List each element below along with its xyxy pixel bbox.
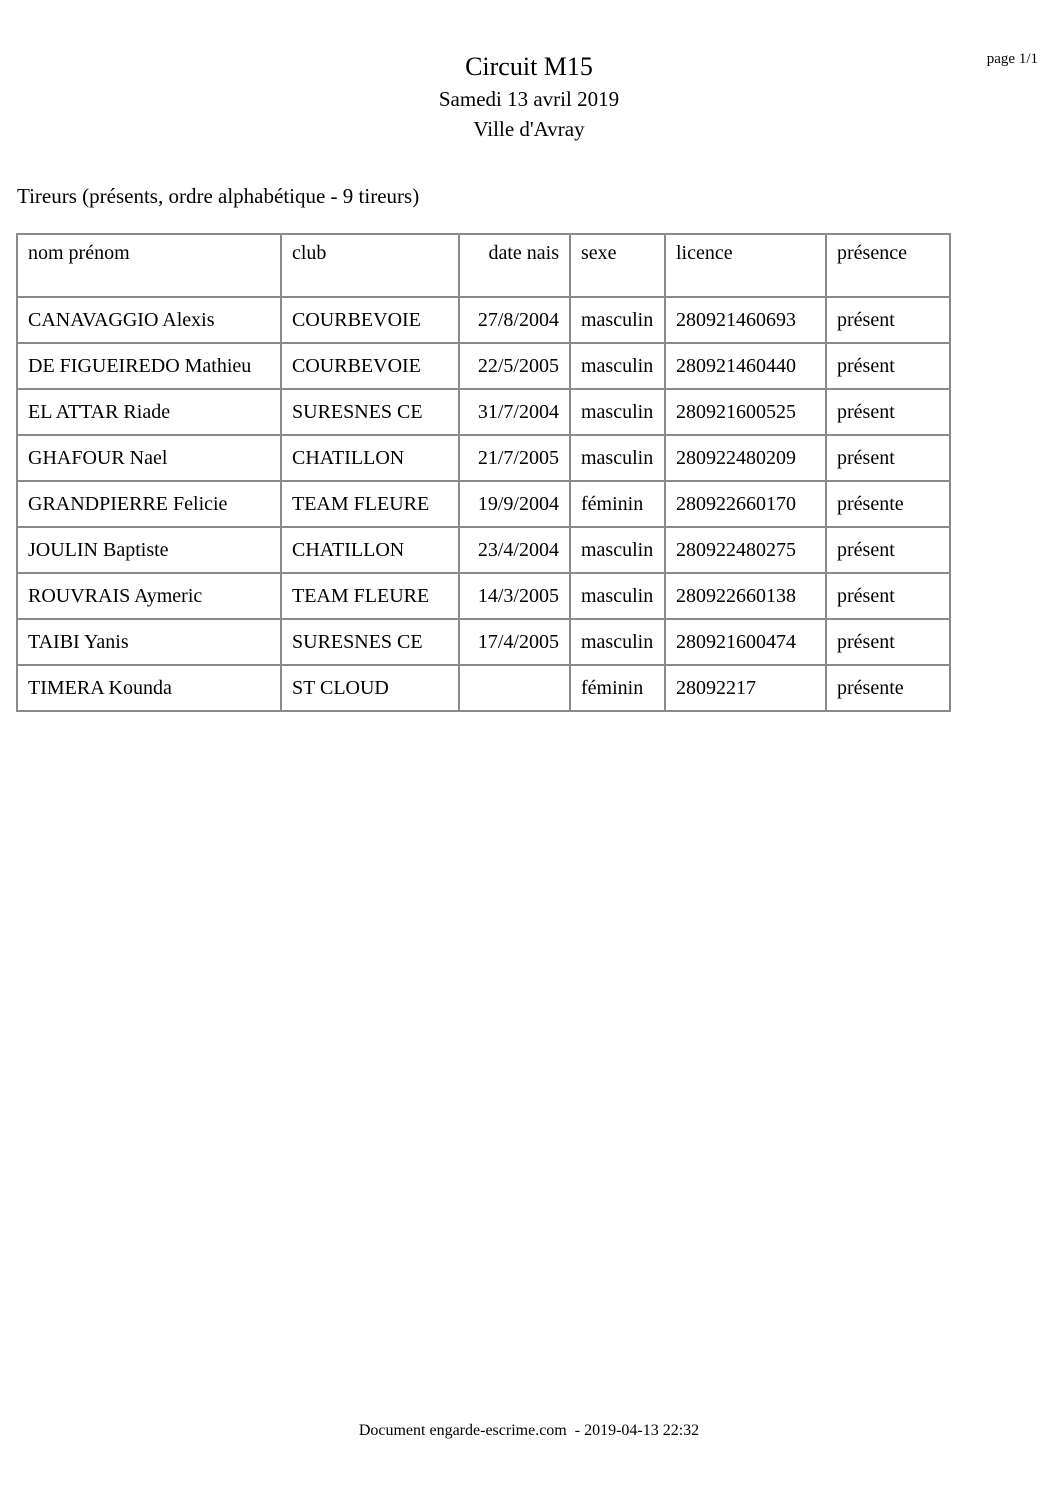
- cell-birthdate: 27/8/2004: [459, 297, 570, 343]
- column-header-sex: sexe: [570, 234, 665, 297]
- cell-club: TEAM FLEURE: [281, 573, 459, 619]
- cell-presence: présent: [826, 619, 950, 665]
- cell-presence: présent: [826, 573, 950, 619]
- cell-birthdate: [459, 665, 570, 711]
- cell-name: JOULIN Baptiste: [17, 527, 281, 573]
- table-row: [17, 665, 950, 711]
- cell-presence: présent: [826, 297, 950, 343]
- competition-location: Ville d'Avray: [473, 117, 585, 141]
- cell-sex: masculin: [570, 619, 665, 665]
- cell-sex: masculin: [570, 527, 665, 573]
- fencers-table: [16, 233, 951, 712]
- cell-licence: 280921460693: [665, 297, 826, 343]
- cell-birthdate: 22/5/2005: [459, 343, 570, 389]
- cell-licence: 280921600474: [665, 619, 826, 665]
- table-header-row: [17, 234, 950, 297]
- cell-sex: féminin: [570, 665, 665, 711]
- cell-birthdate: 19/9/2004: [459, 481, 570, 527]
- cell-name: CANAVAGGIO Alexis: [17, 297, 281, 343]
- cell-sex: masculin: [570, 389, 665, 435]
- table-row: [17, 527, 950, 573]
- cell-presence: présente: [826, 665, 950, 711]
- cell-licence: 280921460440: [665, 343, 826, 389]
- cell-licence: 28092217: [665, 665, 826, 711]
- cell-birthdate: 31/7/2004: [459, 389, 570, 435]
- table-row: [17, 343, 950, 389]
- column-header-licence: licence: [665, 234, 826, 297]
- cell-licence: 280922480275: [665, 527, 826, 573]
- cell-birthdate: 14/3/2005: [459, 573, 570, 619]
- competition-title: Circuit M15: [465, 52, 593, 81]
- cell-name: TIMERA Kounda: [17, 665, 281, 711]
- cell-sex: masculin: [570, 297, 665, 343]
- section-title: Tireurs (présents, ordre alphabétique - 9 tireurs): [17, 184, 420, 208]
- cell-name: DE FIGUEIREDO Mathieu: [17, 343, 281, 389]
- cell-club: TEAM FLEURE: [281, 481, 459, 527]
- cell-licence: 280921600525: [665, 389, 826, 435]
- cell-club: CHATILLON: [281, 527, 459, 573]
- cell-presence: présente: [826, 481, 950, 527]
- table-row: [17, 435, 950, 481]
- competition-date: Samedi 13 avril 2019: [438, 87, 620, 111]
- cell-licence: 280922480209: [665, 435, 826, 481]
- cell-licence: 280922660138: [665, 573, 826, 619]
- cell-club: CHATILLON: [281, 435, 459, 481]
- cell-presence: présent: [826, 389, 950, 435]
- cell-sex: masculin: [570, 435, 665, 481]
- cell-name: ROUVRAIS Aymeric: [17, 573, 281, 619]
- cell-presence: présent: [826, 435, 950, 481]
- cell-birthdate: 17/4/2005: [459, 619, 570, 665]
- table-row: [17, 389, 950, 435]
- document-footer: Document engarde-escrime.com - 2019-04-13 22:32: [358, 1422, 700, 1439]
- cell-name: GHAFOUR Nael: [17, 435, 281, 481]
- cell-licence: 280922660170: [665, 481, 826, 527]
- cell-club: SURESNES CE: [281, 619, 459, 665]
- cell-presence: présent: [826, 527, 950, 573]
- column-header-club: club: [281, 234, 459, 297]
- cell-sex: masculin: [570, 343, 665, 389]
- table-row: [17, 297, 950, 343]
- cell-sex: féminin: [570, 481, 665, 527]
- cell-club: ST CLOUD: [281, 665, 459, 711]
- cell-birthdate: 23/4/2004: [459, 527, 570, 573]
- cell-club: COURBEVOIE: [281, 297, 459, 343]
- table-row: [17, 619, 950, 665]
- table-row: [17, 481, 950, 527]
- document-header: [0, 50, 1058, 144]
- cell-presence: présent: [826, 343, 950, 389]
- cell-birthdate: 21/7/2005: [459, 435, 570, 481]
- column-header-presence: présence: [826, 234, 950, 297]
- cell-name: TAIBI Yanis: [17, 619, 281, 665]
- cell-club: COURBEVOIE: [281, 343, 459, 389]
- page-number: page 1/1: [986, 51, 1038, 67]
- cell-name: GRANDPIERRE Felicie: [17, 481, 281, 527]
- cell-name: EL ATTAR Riade: [17, 389, 281, 435]
- column-header-birthdate: date nais: [459, 234, 570, 297]
- table-row: [17, 573, 950, 619]
- cell-club: SURESNES CE: [281, 389, 459, 435]
- cell-sex: masculin: [570, 573, 665, 619]
- column-header-name: nom prénom: [17, 234, 281, 297]
